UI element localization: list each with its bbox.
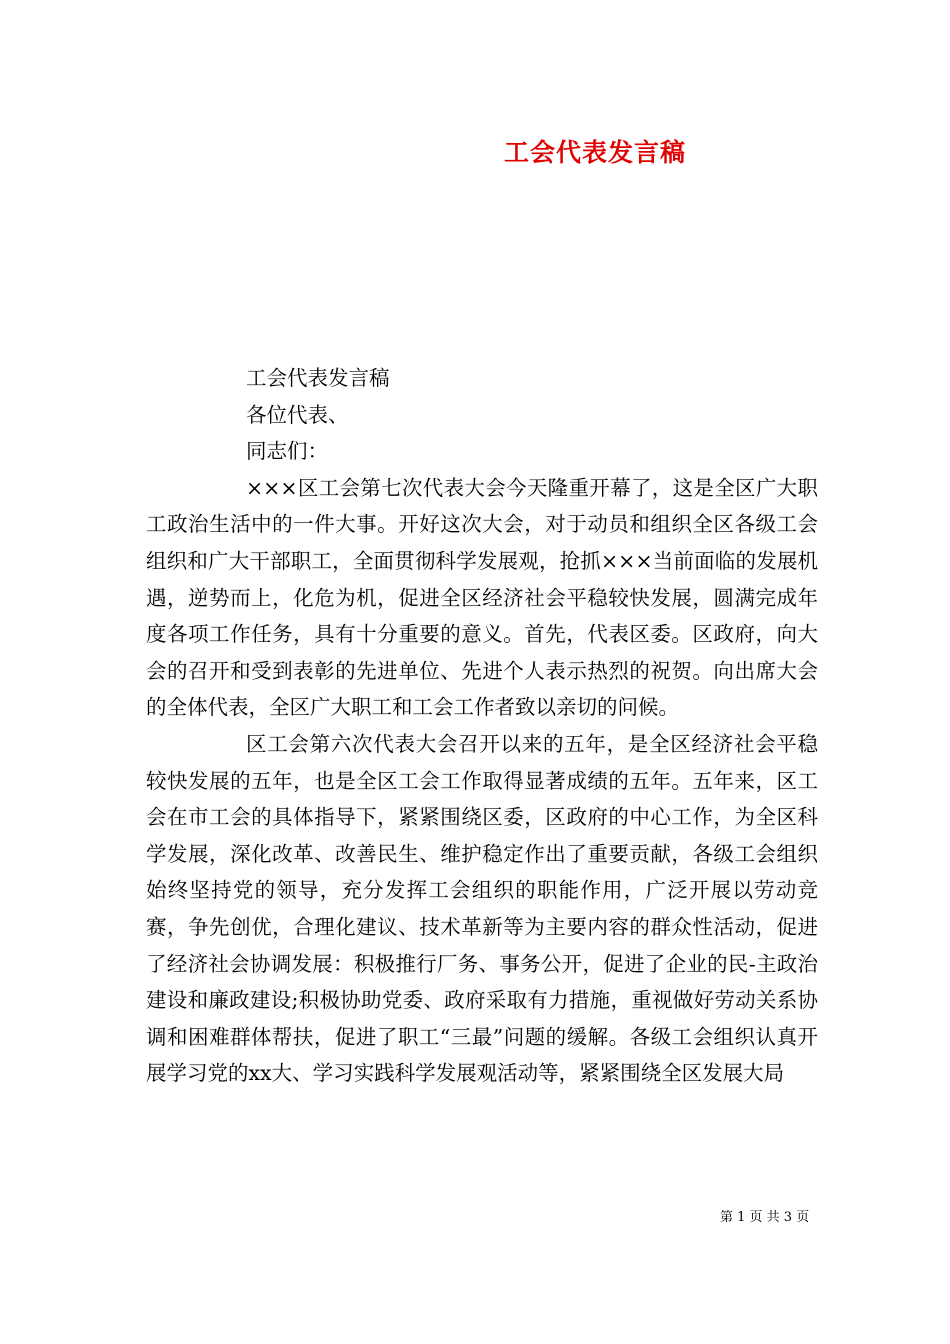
document-title: 工会代表发言稿 [503, 138, 686, 167]
page-number: 第 1 页 共 3 页 [720, 1210, 810, 1225]
paragraph-review: 区工会第六次代表大会召开以来的五年，是全区经济社会平稳较快发展的五年，也是全区工会工作取得显著成绩的五年。五年来，区工会在市工会的具体指导下，紧紧围绕区委，区政府的中心工作，为全区科学发展，深化改革、改善民生、维护稳定作出了重要贡献，各级工会组织始终坚持党的领导，充分发挥工会组织的职能作用，广泛开展以劳动竞赛，争先创优，合理化建议、技术革新等为主要内容的群众性活动，促进了经济社会协调发展：积极推行厂务、事务公开，促进了企业的民-主政治建设和廉政建设;积极协助党委、政府采取有力措施，重视做好劳动关系协调和困难群体帮扶，促进了职工“三最”问题的缓解。各级工会组织认真开展学习党的xx大、学习实践科学发展观活动等，紧紧围绕全区发展大局 [146, 731, 818, 1086]
salutation-comrades: 同志们： [246, 439, 328, 464]
speech-heading: 工会代表发言稿 [246, 366, 390, 390]
document-body [146, 360, 818, 1092]
paragraph-opening: ×××区工会第七次代表大会今天隆重开幕了，这是全区广大职工政治生活中的一件大事。开好这次大会，对于动员和组织全区各级工会组织和广大干部职工，全面贯彻科学发展观，抢抓×××当前面临的发展机遇，逆势而上，化危为机，促进全区经济社会平稳较快发展，圆满完成年度各项工作任务，具有十分重要的意义。首先，代表区委。区政府，向大会的召开和受到表彰的先进单位、先进个人表示热烈的祝贺。向出席大会的全体代表，全区广大职工和工会工作者致以亲切的问候。 [146, 475, 818, 720]
salutation-delegates: 各位代表、 [246, 402, 349, 427]
